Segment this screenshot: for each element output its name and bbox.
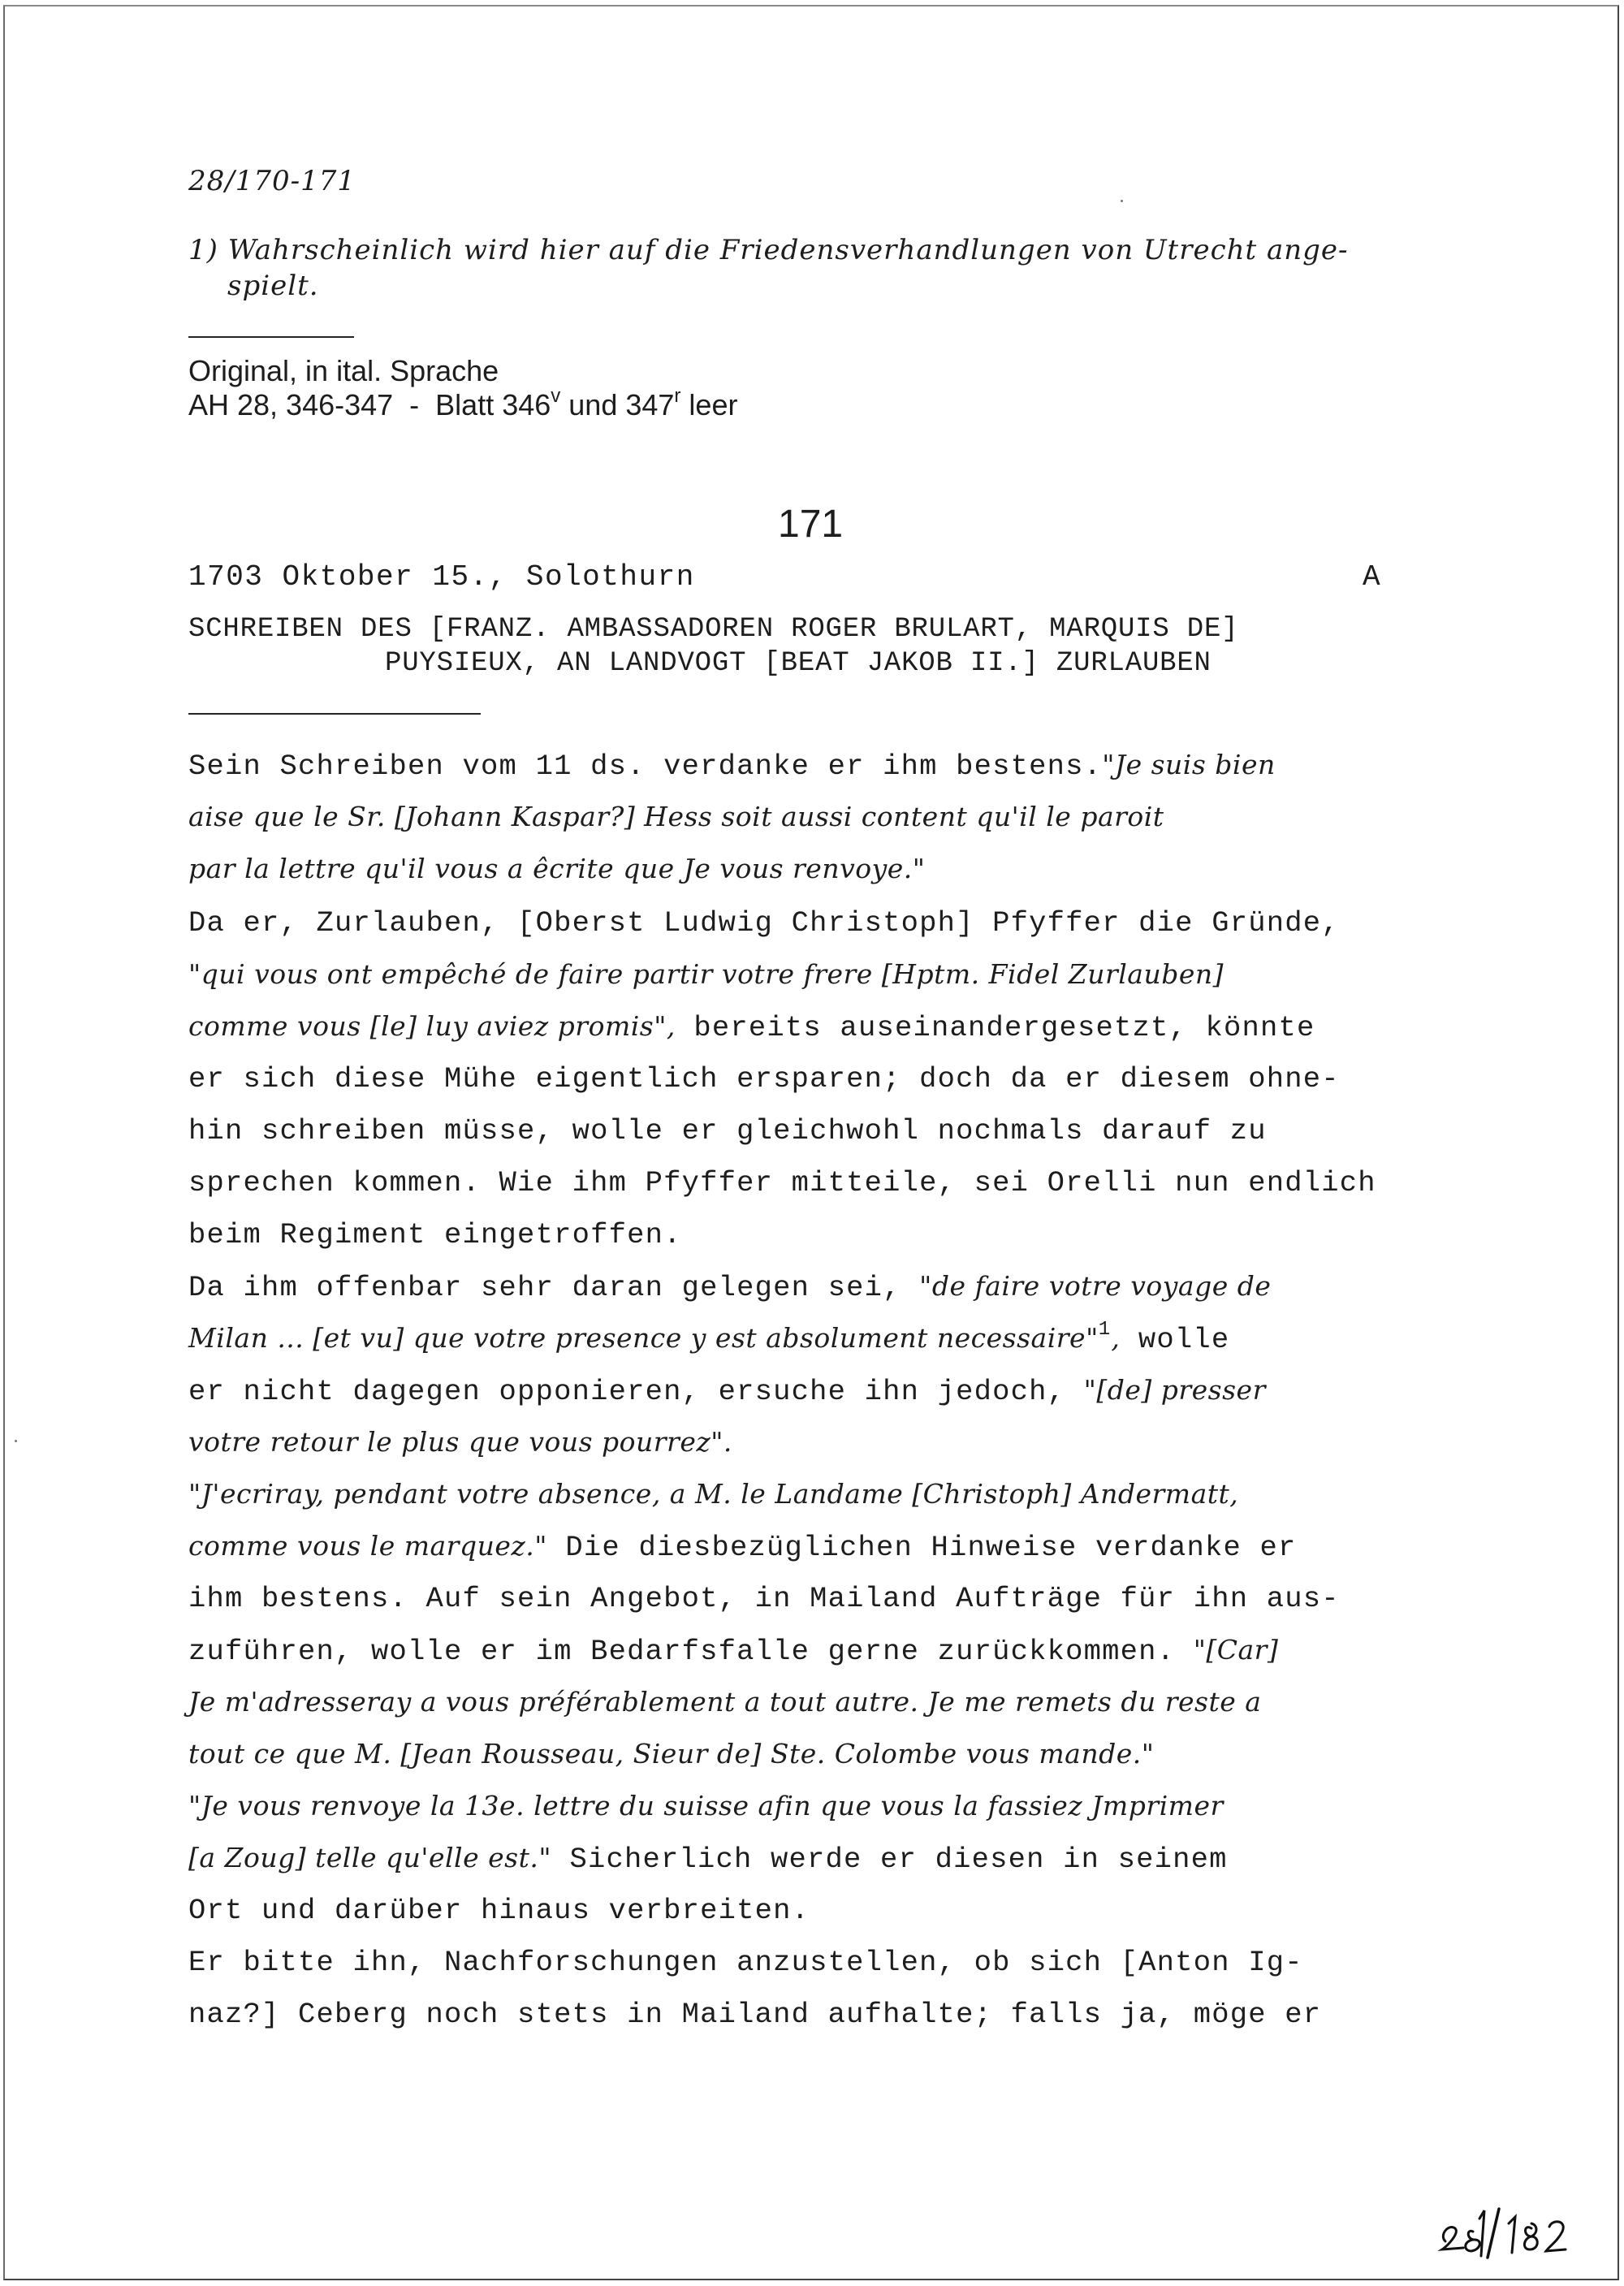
body-line: hin schreiben müsse, wolle er gleichwohl nochmals darauf zu bbox=[188, 1114, 1267, 1147]
body-line: tout ce que M. [Jean Rousseau, Sieur de] Ste. Colombe vous mande." bbox=[188, 1738, 1155, 1770]
handwritten-page-number-icon bbox=[1431, 2199, 1593, 2264]
body-line: Da er, Zurlauben, [Oberst Ludwig Christoph] Pfyffer die Gründe, bbox=[188, 906, 1340, 940]
original-language-note: Original, in ital. Sprache bbox=[188, 354, 499, 387]
body-line: "qui vous ont empêché de faire partir votre frere [Hptm. Fidel Zurlauben] bbox=[188, 958, 1224, 990]
body-line: er sich diese Mühe eigentlich ersparen; doch da er diesem ohne- bbox=[188, 1062, 1340, 1095]
date-place: 1703 Oktober 15., Solothurn bbox=[188, 560, 695, 594]
body-line: par la lettre qu'il vous a êcrite que Je vous renvoye." bbox=[188, 853, 926, 884]
footnote-1: 1) Wahrscheinlich wird hier auf die Friedensverhandlungen von Utrecht ange- bbox=[188, 234, 1349, 266]
body-line: "Je vous renvoye la 13e. lettre du suisse afin que vous la fassiez Jmprimer bbox=[188, 1790, 1224, 1821]
title-divider bbox=[188, 713, 481, 715]
document-type-letter: A bbox=[1363, 560, 1380, 594]
body-line: Er bitte ihn, Nachforschungen anzustellen, ob sich [Anton Ig- bbox=[188, 1946, 1303, 1979]
document-number: 171 bbox=[778, 503, 844, 546]
footnote-divider bbox=[188, 336, 354, 338]
source-reference: AH 28, 346-347 - Blatt 346$^v$ und 347$^r$ leer bbox=[188, 385, 738, 421]
document-title-line-2: PUYSIEUX, AN LANDVOGT [BEAT JAKOB II.] ZURLAUBEN bbox=[385, 648, 1212, 679]
body-line: naz?] Ceberg noch stets in Mailand aufhalte; falls ja, möge er bbox=[188, 1998, 1322, 2031]
document-title-line-1: SCHREIBEN DES [FRANZ. AMBASSADOREN ROGER BRULART, MARQUIS DE] bbox=[188, 614, 1239, 645]
body-line: Sein Schreiben vom 11 ds. verdanke er ihm bestens."Je suis bien bbox=[188, 749, 1276, 783]
archive-reference: 28/170-171 bbox=[188, 165, 356, 197]
body-line: [a Zoug] telle qu'elle est." Sicherlich werde er diesen in seinem bbox=[188, 1842, 1228, 1876]
body-line: comme vous le marquez." Die diesbezüglichen Hinweise verdanke er bbox=[188, 1530, 1297, 1564]
body-line: Da ihm offenbar sehr daran gelegen sei, "de faire votre voyage de bbox=[188, 1270, 1272, 1304]
scan-speck bbox=[1121, 200, 1123, 202]
body-line: ihm bestens. Auf sein Angebot, in Mailand Aufträge für ihn aus- bbox=[188, 1582, 1340, 1615]
body-line: Ort und darüber hinaus verbreiten. bbox=[188, 1894, 810, 1927]
body-line: sprechen kommen. Wie ihm Pfyffer mitteile, sei Orelli nun endlich bbox=[188, 1166, 1376, 1199]
body-line: er nicht dagegen opponieren, ersuche ihn jedoch, "[de] presser bbox=[188, 1374, 1266, 1408]
body-line: comme vous [le] luy aviez promis", bereits auseinandergesetzt, könnte bbox=[188, 1010, 1315, 1044]
body-line: Je m'adresseray a vous préférablement a tout autre. Je me remets du reste a bbox=[188, 1686, 1262, 1718]
body-line: beim Regiment eingetroffen. bbox=[188, 1218, 682, 1251]
body-line: votre retour le plus que vous pourrez". bbox=[188, 1426, 732, 1458]
footnote-marker: 1 bbox=[1098, 1319, 1112, 1341]
body-line: zuführen, wolle er im Bedarfsfalle gerne zurückkommen. "[Car] bbox=[188, 1634, 1279, 1668]
footnote-1-continuation: spielt. bbox=[227, 270, 319, 302]
scan-speck bbox=[15, 1440, 17, 1442]
body-line: "J'ecriray, pendant votre absence, a M. le Landame [Christoph] Andermatt, bbox=[188, 1478, 1239, 1510]
body-line: aise que le Sr. [Johann Kaspar?] Hess soit aussi content qu'il le paroit bbox=[188, 801, 1164, 832]
body-line: Milan ... [et vu] que votre presence y est absolument necessaire"$^1$, wolle bbox=[188, 1319, 1230, 1356]
